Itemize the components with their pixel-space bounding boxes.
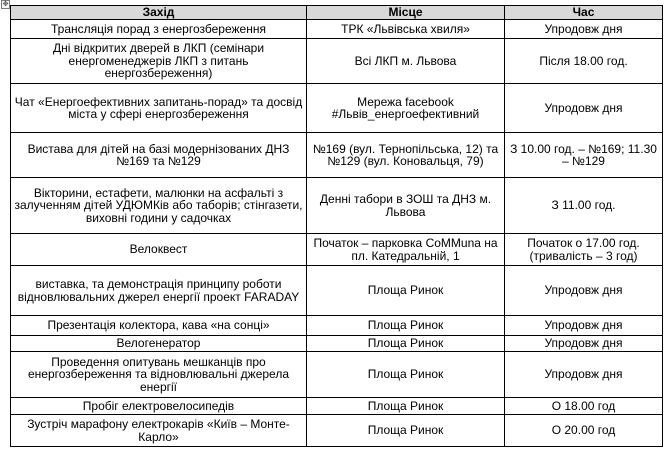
table-row (11, 415, 663, 447)
event-cell: Пробіг електровелосипедів (11, 398, 307, 415)
place-cell: Площа Ринок (307, 398, 505, 415)
time-cell: О 20.00 год (505, 415, 663, 447)
time-cell: Упродовж дня (505, 84, 663, 133)
time-cell: Упродовж дня (505, 316, 663, 336)
table-row (11, 39, 663, 84)
place-cell: Площа Ринок (307, 266, 505, 316)
event-cell: виставка, та демонстрація принципу роботи відновлювальних джерел енергії проект FARADAY (11, 266, 307, 316)
table-move-handle-icon[interactable]: ✥ (2, 1, 9, 8)
event-cell: Зустріч марафону електрокарів «Київ – Монте-Карло» (11, 415, 307, 447)
place-cell: №169 (вул. Тернопільська, 12) та №129 (вул. Коновальця, 79) (307, 133, 505, 178)
table-row (11, 178, 663, 234)
place-cell: Мережа facebook #Львів_енергоефективний (307, 84, 505, 133)
event-cell: Чат «Енергоефективних запитань-порад» та досвід міста у сфері енергозбереження (11, 84, 307, 133)
place-cell: Площа Ринок (307, 336, 505, 352)
place-cell: Площа Ринок (307, 316, 505, 336)
time-cell: Упродовж дня (505, 352, 663, 398)
place-cell: ТРК «Львівська хвиля» (307, 20, 505, 39)
table-row (11, 133, 663, 178)
event-cell: Дні відкритих дверей в ЛКП (семінари енергоменеджерів ЛКП з питань енергозбереження) (11, 39, 307, 84)
table-row (11, 352, 663, 398)
event-cell: Велоквест (11, 234, 307, 266)
time-cell: З 11.00 год. (505, 178, 663, 234)
time-cell: Після 18.00 год. (505, 39, 663, 84)
event-cell: Презентація колектора, кава «на сонці» (11, 316, 307, 336)
table-row (11, 84, 663, 133)
table-row (11, 20, 663, 39)
time-cell: Упродовж дня (505, 266, 663, 316)
time-cell: О 18.00 год (505, 398, 663, 415)
table-row (11, 234, 663, 266)
event-cell: Трансляція порад з енергозбереження (11, 20, 307, 39)
place-cell: Початок – парковка CoMMuna на пл. Катедральній, 1 (307, 234, 505, 266)
place-cell: Площа Ринок (307, 352, 505, 398)
header-place: Місце (307, 6, 505, 20)
place-cell: Всі ЛКП м. Львова (307, 39, 505, 84)
header-time: Час (505, 6, 663, 20)
time-cell: З 10.00 год. – №169; 11.30 – №129 (505, 133, 663, 178)
header-event: Захід (11, 6, 307, 20)
event-cell: Велогенератор (11, 336, 307, 352)
table-row (11, 316, 663, 336)
place-cell: Площа Ринок (307, 415, 505, 447)
time-cell: Упродовж дня (505, 20, 663, 39)
place-cell: Денні табори в ЗОШ та ДНЗ м. Львова (307, 178, 505, 234)
event-cell: Вистава для дітей на базі модернізованих ДНЗ №169 та №129 (11, 133, 307, 178)
table-row (11, 336, 663, 352)
table-row (11, 266, 663, 316)
events-table (10, 5, 663, 447)
event-cell: Вікторини, естафети, малюнки на асфальті з залученням дітей УДЮМКів або таборів; стінгазети, виховні години у садочках (11, 178, 307, 234)
time-cell: Початок о 17.00 год. (тривалість – 3 год) (505, 234, 663, 266)
table-header-row (11, 6, 663, 20)
table-row (11, 398, 663, 415)
event-cell: Проведення опитувань мешканців про енергозбереження та відновлювальні джерела енергії (11, 352, 307, 398)
time-cell: Упродовж дня (505, 336, 663, 352)
